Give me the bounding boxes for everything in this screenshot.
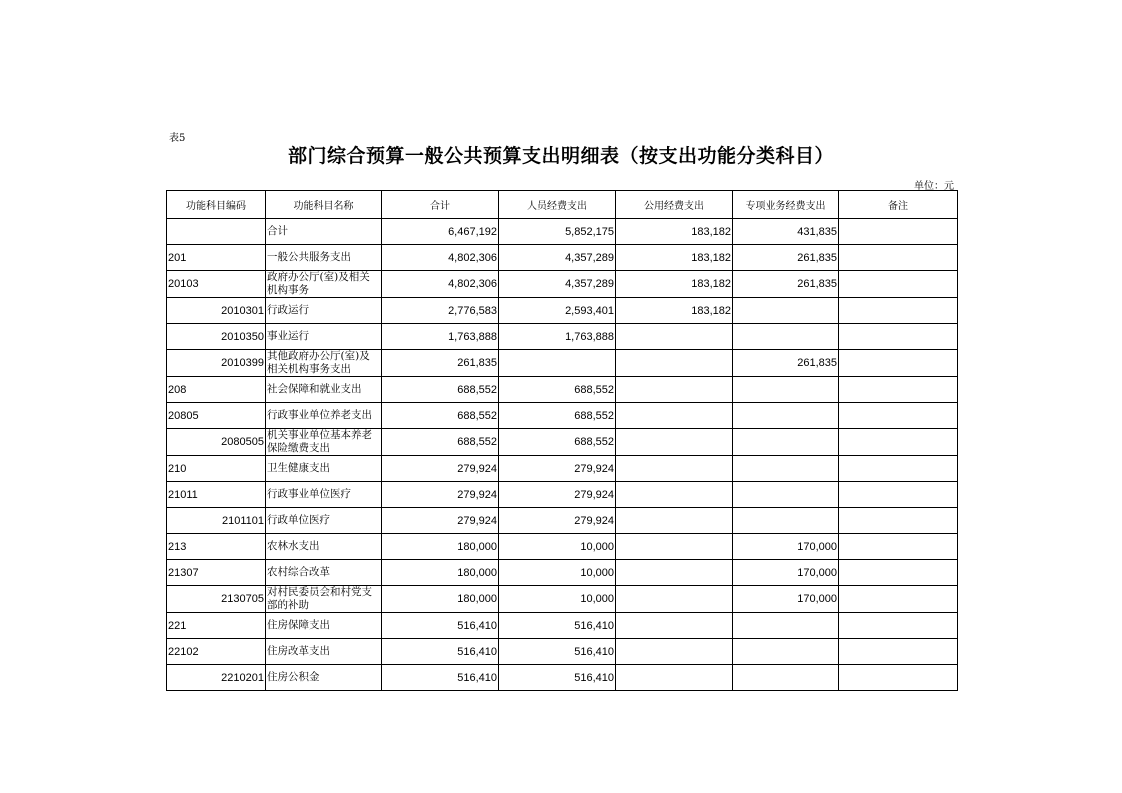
table-row	[167, 534, 958, 560]
row-note	[839, 377, 958, 403]
row-personnel: 688,552	[499, 429, 616, 456]
row-note	[839, 560, 958, 586]
row-name: 行政运行	[266, 298, 382, 324]
row-note	[839, 586, 958, 613]
row-total: 279,924	[382, 508, 499, 534]
row-code: 22102	[167, 639, 266, 665]
budget-table	[166, 190, 958, 691]
row-code: 2010399	[167, 350, 266, 377]
row-project	[733, 508, 839, 534]
sheet-label: 表5	[169, 133, 186, 144]
row-personnel: 4,357,289	[499, 245, 616, 271]
table-row	[167, 586, 958, 613]
row-note	[839, 429, 958, 456]
row-name: 行政单位医疗	[266, 508, 382, 534]
table-row	[167, 324, 958, 350]
table-row	[167, 298, 958, 324]
row-note	[839, 665, 958, 691]
row-code: 2080505	[167, 429, 266, 456]
row-total: 180,000	[382, 534, 499, 560]
row-personnel: 688,552	[499, 377, 616, 403]
row-personnel: 688,552	[499, 403, 616, 429]
row-name: 住房改革支出	[266, 639, 382, 665]
row-total: 180,000	[382, 586, 499, 613]
row-public: 183,182	[616, 271, 733, 298]
row-public	[616, 429, 733, 456]
document-title: 部门综合预算一般公共预算支出明细表（按支出功能分类科目）	[287, 145, 834, 167]
row-project	[733, 324, 839, 350]
row-public	[616, 456, 733, 482]
row-name: 行政事业单位养老支出	[266, 403, 382, 429]
row-project	[733, 613, 839, 639]
row-public	[616, 613, 733, 639]
row-code: 221	[167, 613, 266, 639]
row-public	[616, 403, 733, 429]
row-note	[839, 403, 958, 429]
header-project: 专项业务经费支出	[733, 191, 839, 219]
row-total: 516,410	[382, 665, 499, 691]
row-public: 183,182	[616, 219, 733, 245]
row-note	[839, 245, 958, 271]
row-code	[167, 219, 266, 245]
row-personnel	[499, 350, 616, 377]
row-total: 688,552	[382, 403, 499, 429]
row-note	[839, 350, 958, 377]
row-personnel: 10,000	[499, 560, 616, 586]
header-total: 合计	[382, 191, 499, 219]
row-code: 2010301	[167, 298, 266, 324]
row-project: 431,835	[733, 219, 839, 245]
row-project: 170,000	[733, 534, 839, 560]
row-name: 住房保障支出	[266, 613, 382, 639]
row-project	[733, 639, 839, 665]
row-note	[839, 324, 958, 350]
header-public: 公用经费支出	[616, 191, 733, 219]
table-row	[167, 508, 958, 534]
table-row	[167, 456, 958, 482]
row-total: 6,467,192	[382, 219, 499, 245]
row-personnel: 5,852,175	[499, 219, 616, 245]
header-personnel: 人员经费支出	[499, 191, 616, 219]
row-total: 279,924	[382, 482, 499, 508]
row-public	[616, 665, 733, 691]
row-project: 261,835	[733, 271, 839, 298]
header-note: 备注	[839, 191, 958, 219]
row-total: 516,410	[382, 613, 499, 639]
row-public	[616, 377, 733, 403]
row-project	[733, 456, 839, 482]
row-name: 农林水支出	[266, 534, 382, 560]
row-code: 2210201	[167, 665, 266, 691]
row-public	[616, 639, 733, 665]
table-row	[167, 219, 958, 245]
row-code: 208	[167, 377, 266, 403]
row-personnel: 1,763,888	[499, 324, 616, 350]
row-note	[839, 482, 958, 508]
row-name: 对村民委员会和村党支部的补助	[266, 586, 382, 613]
row-public	[616, 350, 733, 377]
row-total: 516,410	[382, 639, 499, 665]
table-row	[167, 482, 958, 508]
row-project: 261,835	[733, 350, 839, 377]
row-code: 21011	[167, 482, 266, 508]
table-row	[167, 429, 958, 456]
table-row	[167, 377, 958, 403]
row-project	[733, 429, 839, 456]
row-total: 261,835	[382, 350, 499, 377]
row-personnel: 516,410	[499, 613, 616, 639]
row-project	[733, 403, 839, 429]
table-row	[167, 613, 958, 639]
row-public	[616, 560, 733, 586]
row-code: 2130705	[167, 586, 266, 613]
row-note	[839, 613, 958, 639]
row-name: 行政事业单位医疗	[266, 482, 382, 508]
row-total: 688,552	[382, 377, 499, 403]
row-total: 1,763,888	[382, 324, 499, 350]
row-code: 2101101	[167, 508, 266, 534]
row-name: 机关事业单位基本养老保险缴费支出	[266, 429, 382, 456]
table-row	[167, 403, 958, 429]
row-total: 2,776,583	[382, 298, 499, 324]
row-code: 201	[167, 245, 266, 271]
row-code: 20805	[167, 403, 266, 429]
table-row	[167, 271, 958, 298]
row-public	[616, 534, 733, 560]
row-public	[616, 586, 733, 613]
row-project: 170,000	[733, 560, 839, 586]
row-public	[616, 508, 733, 534]
row-note	[839, 219, 958, 245]
row-public	[616, 324, 733, 350]
table-row	[167, 639, 958, 665]
row-name: 住房公积金	[266, 665, 382, 691]
row-personnel: 279,924	[499, 482, 616, 508]
row-code: 21307	[167, 560, 266, 586]
row-project	[733, 665, 839, 691]
header-name: 功能科目名称	[266, 191, 382, 219]
table-row	[167, 560, 958, 586]
row-name: 农村综合改革	[266, 560, 382, 586]
row-code: 213	[167, 534, 266, 560]
row-note	[839, 508, 958, 534]
row-project: 170,000	[733, 586, 839, 613]
row-total: 4,802,306	[382, 271, 499, 298]
row-total: 4,802,306	[382, 245, 499, 271]
row-project: 261,835	[733, 245, 839, 271]
table-row	[167, 665, 958, 691]
table-row	[167, 245, 958, 271]
row-note	[839, 298, 958, 324]
row-personnel: 516,410	[499, 639, 616, 665]
row-personnel: 10,000	[499, 534, 616, 560]
row-name: 合计	[266, 219, 382, 245]
row-personnel: 10,000	[499, 586, 616, 613]
row-project	[733, 377, 839, 403]
row-project	[733, 298, 839, 324]
row-name: 其他政府办公厅(室)及相关机构事务支出	[266, 350, 382, 377]
row-personnel: 2,593,401	[499, 298, 616, 324]
row-code: 20103	[167, 271, 266, 298]
row-public: 183,182	[616, 245, 733, 271]
row-personnel: 279,924	[499, 456, 616, 482]
row-project	[733, 482, 839, 508]
row-code: 210	[167, 456, 266, 482]
table-header-row	[167, 191, 958, 219]
row-personnel: 516,410	[499, 665, 616, 691]
row-name: 一般公共服务支出	[266, 245, 382, 271]
header-code: 功能科目编码	[167, 191, 266, 219]
table-row	[167, 350, 958, 377]
row-total: 279,924	[382, 456, 499, 482]
row-note	[839, 271, 958, 298]
row-code: 2010350	[167, 324, 266, 350]
row-name: 社会保障和就业支出	[266, 377, 382, 403]
row-note	[839, 639, 958, 665]
row-personnel: 279,924	[499, 508, 616, 534]
row-public	[616, 482, 733, 508]
row-total: 688,552	[382, 429, 499, 456]
row-personnel: 4,357,289	[499, 271, 616, 298]
row-note	[839, 456, 958, 482]
row-note	[839, 534, 958, 560]
row-public: 183,182	[616, 298, 733, 324]
row-name: 政府办公厅(室)及相关机构事务	[266, 271, 382, 298]
unit-label: 单位：元	[914, 181, 954, 192]
row-name: 事业运行	[266, 324, 382, 350]
row-total: 180,000	[382, 560, 499, 586]
row-name: 卫生健康支出	[266, 456, 382, 482]
